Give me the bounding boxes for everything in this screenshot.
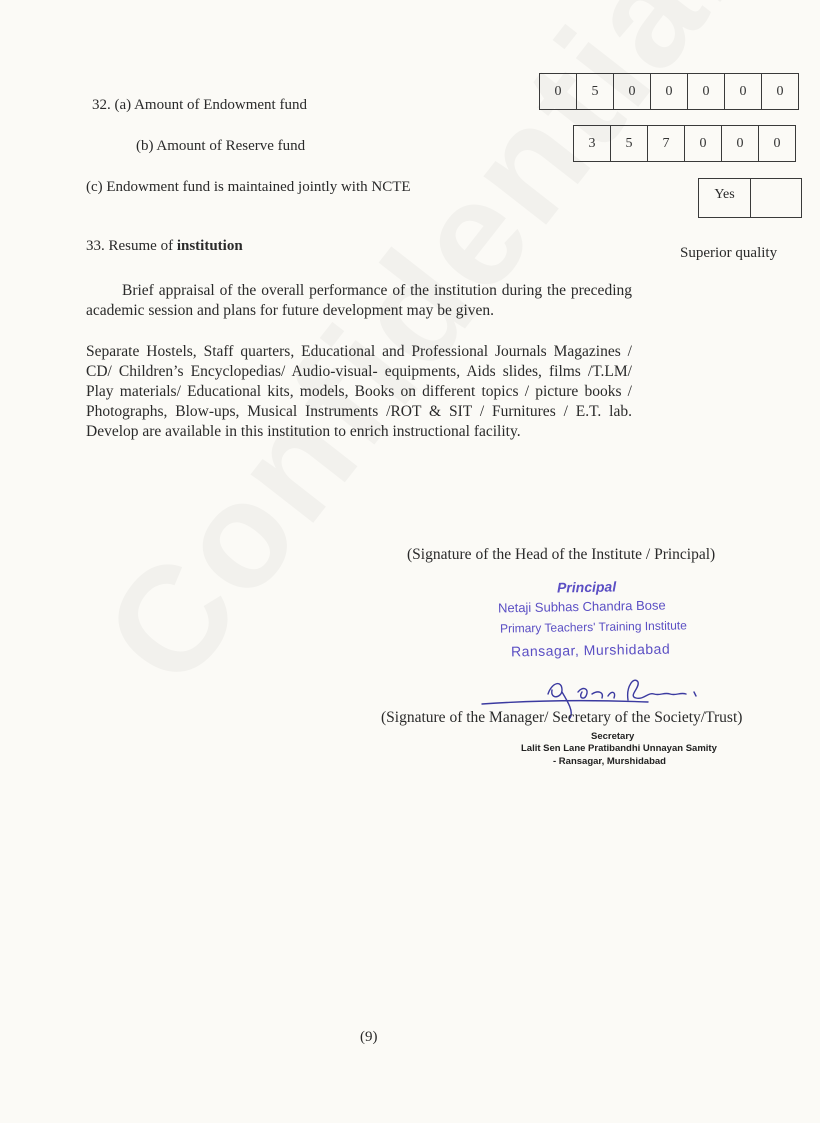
- resume-rating: Superior quality: [680, 245, 778, 261]
- reserve-fund-digits: [573, 125, 796, 162]
- page-number: (9): [360, 1029, 378, 1045]
- ncte-joint-label: (c) Endowment fund is maintained jointly with NCTE: [86, 179, 411, 195]
- secretary-stamp-line: Lalit Sen Lane Pratibandhi Unnayan Samity: [521, 743, 717, 754]
- resume-heading-prefix: 33. Resume of: [86, 238, 177, 254]
- digit-cell: 5: [576, 73, 614, 110]
- resume-heading: [86, 237, 243, 256]
- facilities-description: Separate Hostels, Staff quarters, Educational and Professional Journals Magazines / CD/ Children’s Encyclopedias/ Audio-visual- equipments, Aids slides, films /T.LM/ Play materials/ Educational kits, models, Books on different topics / picture books / Photographs, Blow-ups, Musical Instruments /ROT & SIT / Furnitures / E.T. lab. Develop are available in this institution to enrich instructional facility.: [86, 343, 632, 440]
- principal-stamp-line: Netaji Subhas Chandra Bose: [497, 597, 666, 616]
- endowment-fund-digits: [539, 73, 799, 110]
- digit-cell: 0: [687, 73, 725, 110]
- secretary-stamp-line: - Ransagar, Murshidabad: [553, 756, 666, 767]
- digit-cell: 0: [758, 125, 796, 162]
- principal-stamp-line: Ransagar, Murshidabad: [510, 640, 671, 660]
- empty-answer-cell: [750, 178, 802, 218]
- digit-cell: 0: [650, 73, 688, 110]
- principal-signature-caption: (Signature of the Head of the Institute / Principal): [407, 546, 716, 563]
- digit-cell: 0: [684, 125, 722, 162]
- ncte-joint-answer: Yes: [698, 178, 751, 218]
- digit-cell: 0: [761, 73, 799, 110]
- secretary-stamp-line: Secretary: [591, 731, 635, 742]
- secretary-signature-caption: (Signature of the Manager/ Secretary of the Society/Trust): [381, 709, 743, 726]
- digit-cell: 3: [573, 125, 611, 162]
- resume-heading-bold: institution: [176, 238, 243, 254]
- reserve-fund-label: (b) Amount of Reserve fund: [136, 138, 306, 154]
- digit-cell: 0: [721, 125, 759, 162]
- digit-cell: 0: [724, 73, 762, 110]
- ncte-joint-answer-box: [698, 178, 802, 218]
- digit-cell: 0: [539, 73, 577, 110]
- endowment-fund-label: 32. (a) Amount of Endowment fund: [92, 97, 307, 113]
- digit-cell: 5: [610, 125, 648, 162]
- digit-cell: 7: [647, 125, 685, 162]
- principal-stamp-line: Primary Teachers' Training Institute: [499, 618, 687, 636]
- digit-cell: 0: [613, 73, 651, 110]
- principal-stamp-line: Principal: [556, 578, 617, 596]
- appraisal-instruction: Brief appraisal of the overall performance of the institution during the preceding academic session and plans for future development may be given.: [86, 282, 632, 319]
